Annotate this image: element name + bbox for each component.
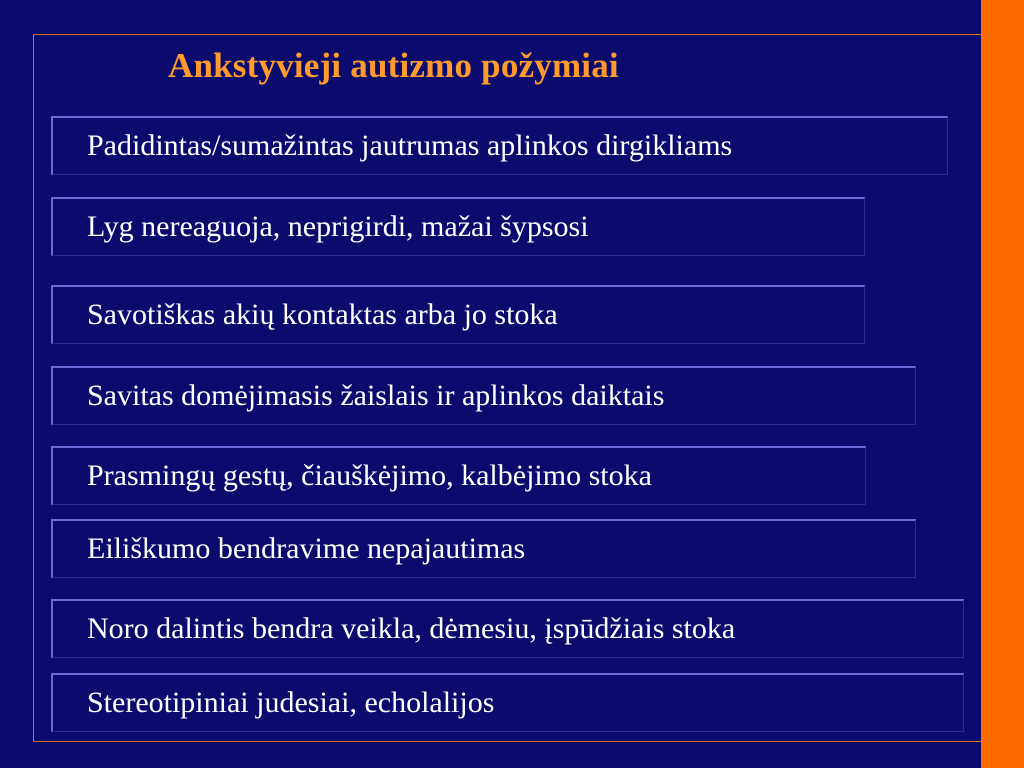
- list-item-7: [51, 599, 964, 658]
- slide-title: Ankstyvieji autizmo požymiai: [168, 46, 619, 85]
- list-item-label: Stereotipiniai judesiai, echolalijos: [87, 686, 495, 719]
- list-item-8: [51, 673, 964, 732]
- list-item-label: Prasmingų gestų, čiauškėjimo, kalbėjimo stoka: [87, 459, 652, 492]
- list-item-label: Eiliškumo bendravime nepajautimas: [87, 532, 526, 565]
- list-item-6: [51, 519, 916, 578]
- list-item-label: Lyg nereaguoja, neprigirdi, mažai šypsosi: [87, 210, 589, 243]
- accent-bar: [981, 0, 1024, 768]
- list-item-label: Savotiškas akių kontaktas arba jo stoka: [87, 298, 558, 331]
- list-item-4: [51, 366, 916, 425]
- list-item-label: Savitas domėjimasis žaislais ir aplinkos daiktais: [87, 379, 665, 412]
- list-item-label: Noro dalintis bendra veikla, dėmesiu, įspūdžiais stoka: [87, 612, 736, 645]
- list-item-3: [51, 285, 865, 344]
- list-item-5: [51, 446, 866, 505]
- list-item-2: [51, 197, 865, 256]
- list-item-1: [51, 116, 948, 175]
- list-item-label: Padidintas/sumažintas jautrumas aplinkos dirgikliams: [87, 129, 733, 162]
